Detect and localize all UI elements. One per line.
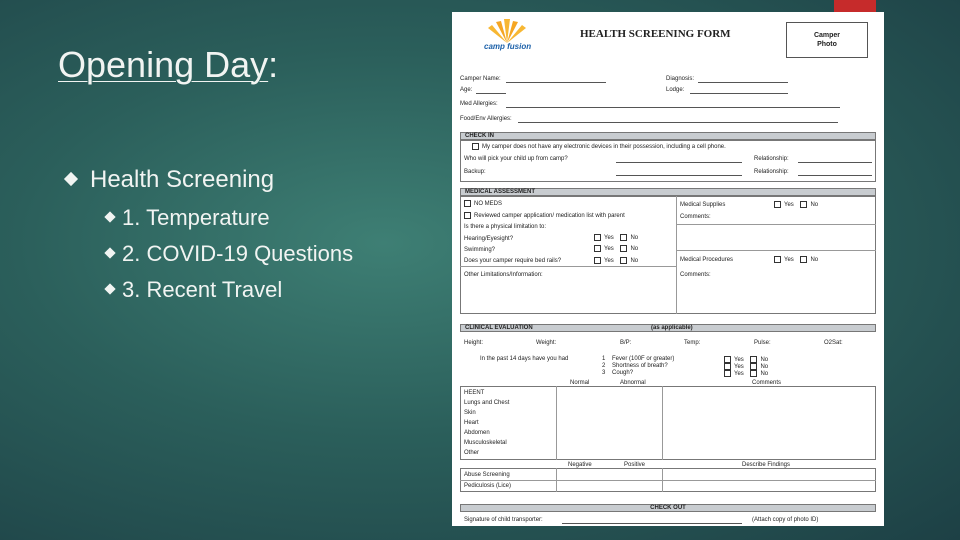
electronics-statement: My camper does not have any electronic devices in their possession, including a cell phone. xyxy=(472,143,726,150)
past-14-days-label: In the past 14 days have you had xyxy=(480,356,569,362)
swimming-label: Swimming? xyxy=(464,247,496,253)
relationship-label-1: Relationship: xyxy=(754,156,789,162)
check-out-header: CHECK OUT xyxy=(460,504,876,512)
sub-item-temperature: 1. Temperature xyxy=(106,205,270,231)
food-allergies-label: Food/Env Allergies: xyxy=(460,116,512,122)
logo-text: camp fusion xyxy=(484,42,532,51)
no-meds-option: NO MEDS xyxy=(464,200,502,207)
medical-procedures-label: Medical Procedures xyxy=(680,257,734,263)
other-limitations-label: Other Limitations/Information: xyxy=(464,272,543,278)
relationship-label-2: Relationship: xyxy=(754,169,789,175)
check-in-header: CHECK IN xyxy=(460,132,876,140)
sub-item-travel: 3. Recent Travel xyxy=(106,277,282,303)
limitation-label: Is there a physical limitation to: xyxy=(464,224,547,230)
age-label: Age: xyxy=(460,87,473,93)
diagnosis-label: Diagnosis: xyxy=(666,76,695,82)
diamond-bullet-icon xyxy=(104,284,115,295)
lodge-label: Lodge: xyxy=(666,87,685,93)
diamond-bullet-icon xyxy=(104,248,115,259)
hearing-label: Hearing/Eyesight? xyxy=(464,236,514,242)
comments-label-2: Comments: xyxy=(680,272,711,278)
signature-label: Signature of child transporter: xyxy=(464,517,543,523)
diamond-bullet-icon xyxy=(104,212,115,223)
pickup-label: Who will pick your child up from camp? xyxy=(464,156,568,162)
form-title: HEALTH SCREENING FORM xyxy=(580,28,731,40)
reviewed-option: Reviewed camper application/ medication list with parent xyxy=(464,212,625,219)
sub-item-covid: 2. COVID-19 Questions xyxy=(106,241,353,267)
camper-name-label: Camper Name: xyxy=(460,76,501,82)
medical-assessment-header: MEDICAL ASSESSMENT xyxy=(460,188,876,196)
med-allergies-label: Med Allergies: xyxy=(460,101,498,107)
clinical-evaluation-header: CLINICAL EVALUATION (as applicable) xyxy=(460,324,876,332)
bullet-health-screening: Health Screening xyxy=(66,166,274,194)
health-screening-form-image: camp fusion HEALTH SCREENING FORM Camper Photo Camper Name: Diagnosis: Age: Lodge: Med Allergies: Food/Env Allergies: CHECK IN My camper does not have any electronic devices in their possession, including a cell phone. Who will pick your child up from camp? Relationship: Backup: Relationship: MEDICAL ASSESSMENT NO MEDS Reviewed camper application/ medication list with parent Is there a physical limitation to: Hearing/Eyesight? Yes No Swimming? Yes No Does your camper require bed rails? Yes No Other Limitations/Information: Medical Supplies Yes No Comments: Medical Procedures Yes No Comments: CLINICAL EVALUATION (as applicable) Height: Weight: B/P: Temp: Pulse: O2Sat: In the past 14 days have you had 1 Fever (100F or greater) 2 Shortness of breath? 3 Cough? Yes No Yes No Yes No Normal Abnormal Comments HEENT Lungs and Chest Skin Heart Abdomen Musculoskeletal Other Negative Positive Describe Findings Abuse Screening Pediculosis (Lice) CHECK OUT Signature of child transporter: (Attach copy of photo ID) xyxy=(452,12,884,526)
bed-rails-label: Does your camper require bed rails? xyxy=(464,258,562,264)
sun-logo-icon xyxy=(482,18,532,44)
camper-photo-box: Camper Photo xyxy=(786,22,868,58)
red-accent-tab xyxy=(834,0,876,12)
slide-title: Opening Day: xyxy=(58,44,279,85)
attach-id-note: (Attach copy of photo ID) xyxy=(752,517,819,523)
diamond-bullet-icon xyxy=(64,172,78,186)
comments-label-1: Comments: xyxy=(680,214,711,220)
medical-supplies-label: Medical Supplies xyxy=(680,202,726,208)
backup-label: Backup: xyxy=(464,169,486,175)
